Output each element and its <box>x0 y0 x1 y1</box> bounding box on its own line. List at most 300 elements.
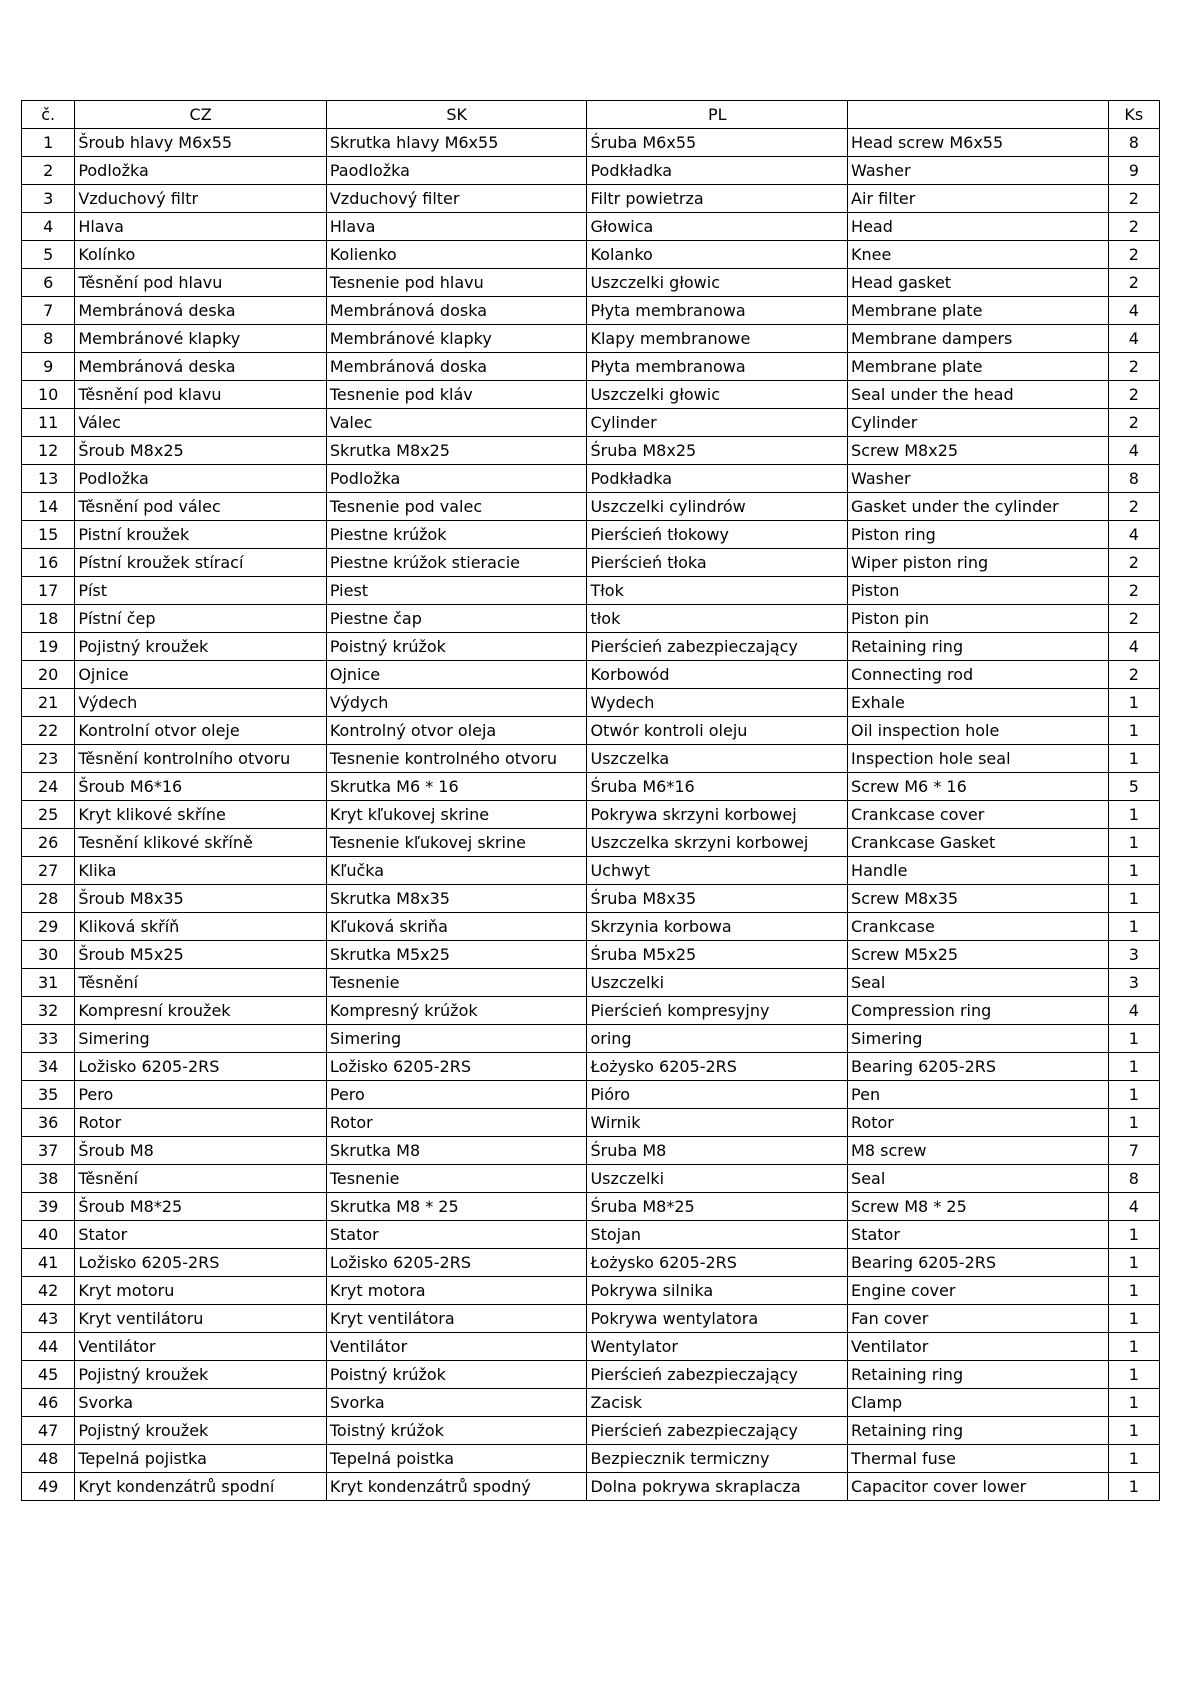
cell-sk: Hlava <box>326 213 587 241</box>
table-row <box>22 353 1160 381</box>
cell-en: M8 screw <box>848 1137 1109 1165</box>
cell-cz: Kryt kondenzátrů spodní <box>75 1473 327 1501</box>
cell-sk: Ložisko 6205-2RS <box>326 1249 587 1277</box>
cell-pl: Śruba M5x25 <box>587 941 848 969</box>
cell-sk: Membránová doska <box>326 353 587 381</box>
cell-cz: Kontrolní otvor oleje <box>75 717 327 745</box>
cell-qty: 1 <box>1108 1025 1159 1053</box>
cell-number: 49 <box>22 1473 75 1501</box>
cell-cz: Membránové klapky <box>75 325 327 353</box>
table-row <box>22 1221 1160 1249</box>
cell-sk: Kontrolný otvor oleja <box>326 717 587 745</box>
cell-pl: Wirnik <box>587 1109 848 1137</box>
cell-qty: 8 <box>1108 1165 1159 1193</box>
cell-en: Head gasket <box>848 269 1109 297</box>
cell-sk: Tesnenie kľukovej skrine <box>326 829 587 857</box>
cell-sk: Kryt kľukovej skrine <box>326 801 587 829</box>
cell-pl: Śruba M8*25 <box>587 1193 848 1221</box>
cell-number: 3 <box>22 185 75 213</box>
cell-en: Washer <box>848 157 1109 185</box>
cell-sk: Svorka <box>326 1389 587 1417</box>
cell-en: Seal <box>848 969 1109 997</box>
cell-sk: Výdych <box>326 689 587 717</box>
cell-number: 2 <box>22 157 75 185</box>
cell-qty: 1 <box>1108 1445 1159 1473</box>
cell-sk: Kryt kondenzátrů spodný <box>326 1473 587 1501</box>
cell-en: Piston pin <box>848 605 1109 633</box>
cell-cz: Kliková skříň <box>75 913 327 941</box>
cell-number: 11 <box>22 409 75 437</box>
cell-en: Bearing 6205-2RS <box>848 1249 1109 1277</box>
cell-pl: Śruba M6*16 <box>587 773 848 801</box>
cell-cz: Tepelná pojistka <box>75 1445 327 1473</box>
cell-cz: Klika <box>75 857 327 885</box>
cell-sk: Tesnenie pod hlavu <box>326 269 587 297</box>
cell-cz: Těsnění pod válec <box>75 493 327 521</box>
table-row <box>22 1277 1160 1305</box>
cell-pl: Dolna pokrywa skraplacza <box>587 1473 848 1501</box>
table-row <box>22 1333 1160 1361</box>
cell-qty: 1 <box>1108 1081 1159 1109</box>
header-number: č. <box>22 101 75 129</box>
cell-en: Membrane plate <box>848 353 1109 381</box>
cell-pl: Podkładka <box>587 465 848 493</box>
cell-cz: Ojnice <box>75 661 327 689</box>
cell-qty: 1 <box>1108 1417 1159 1445</box>
table-row <box>22 1081 1160 1109</box>
cell-en: Wiper piston ring <box>848 549 1109 577</box>
table-row <box>22 1361 1160 1389</box>
table-row <box>22 1417 1160 1445</box>
table-row <box>22 1445 1160 1473</box>
cell-sk: Piest <box>326 577 587 605</box>
cell-cz: Ložisko 6205-2RS <box>75 1053 327 1081</box>
cell-number: 1 <box>22 129 75 157</box>
header-row <box>22 101 1160 129</box>
table-row <box>22 1165 1160 1193</box>
cell-en: Crankcase Gasket <box>848 829 1109 857</box>
cell-en: Oil inspection hole <box>848 717 1109 745</box>
cell-cz: Rotor <box>75 1109 327 1137</box>
cell-number: 15 <box>22 521 75 549</box>
cell-en: Head <box>848 213 1109 241</box>
cell-en: Capacitor cover lower <box>848 1473 1109 1501</box>
cell-en: Washer <box>848 465 1109 493</box>
cell-number: 20 <box>22 661 75 689</box>
cell-pl: Śruba M8x25 <box>587 437 848 465</box>
cell-qty: 2 <box>1108 353 1159 381</box>
table-row <box>22 157 1160 185</box>
cell-sk: Toistný krúžok <box>326 1417 587 1445</box>
cell-en: Knee <box>848 241 1109 269</box>
cell-cz: Šroub M8*25 <box>75 1193 327 1221</box>
cell-number: 9 <box>22 353 75 381</box>
header-ks: Ks <box>1108 101 1159 129</box>
cell-qty: 1 <box>1108 1333 1159 1361</box>
cell-qty: 2 <box>1108 213 1159 241</box>
cell-sk: Kolienko <box>326 241 587 269</box>
cell-cz: Tesnění klikové skříně <box>75 829 327 857</box>
cell-cz: Svorka <box>75 1389 327 1417</box>
cell-number: 26 <box>22 829 75 857</box>
cell-pl: Uszczelka skrzyni korbowej <box>587 829 848 857</box>
cell-pl: tłok <box>587 605 848 633</box>
cell-en: Screw M8 * 25 <box>848 1193 1109 1221</box>
table-row <box>22 717 1160 745</box>
cell-cz: Šroub hlavy M6x55 <box>75 129 327 157</box>
cell-cz: Stator <box>75 1221 327 1249</box>
table-row <box>22 745 1160 773</box>
cell-cz: Pojistný kroužek <box>75 1361 327 1389</box>
cell-qty: 2 <box>1108 409 1159 437</box>
cell-number: 34 <box>22 1053 75 1081</box>
cell-qty: 2 <box>1108 549 1159 577</box>
cell-number: 48 <box>22 1445 75 1473</box>
cell-sk: Skrutka M6 * 16 <box>326 773 587 801</box>
cell-cz: Pístní kroužek stírací <box>75 549 327 577</box>
cell-cz: Těsnění kontrolního otvoru <box>75 745 327 773</box>
table-row <box>22 1193 1160 1221</box>
cell-pl: Pierścień zabezpieczający <box>587 1361 848 1389</box>
cell-en: Pen <box>848 1081 1109 1109</box>
cell-number: 43 <box>22 1305 75 1333</box>
cell-number: 24 <box>22 773 75 801</box>
cell-qty: 1 <box>1108 1221 1159 1249</box>
cell-cz: Kompresní kroužek <box>75 997 327 1025</box>
cell-cz: Kryt klikové skříne <box>75 801 327 829</box>
cell-en: Piston <box>848 577 1109 605</box>
cell-sk: Podložka <box>326 465 587 493</box>
cell-qty: 1 <box>1108 801 1159 829</box>
cell-pl: Cylinder <box>587 409 848 437</box>
cell-sk: Tesnenie kontrolného otvoru <box>326 745 587 773</box>
table-row <box>22 185 1160 213</box>
table-row <box>22 213 1160 241</box>
cell-sk: Valec <box>326 409 587 437</box>
table-row <box>22 801 1160 829</box>
cell-qty: 2 <box>1108 661 1159 689</box>
cell-pl: Kolanko <box>587 241 848 269</box>
cell-qty: 2 <box>1108 577 1159 605</box>
cell-qty: 4 <box>1108 521 1159 549</box>
table-row <box>22 661 1160 689</box>
cell-sk: Poistný krúžok <box>326 1361 587 1389</box>
cell-qty: 1 <box>1108 689 1159 717</box>
cell-qty: 4 <box>1108 437 1159 465</box>
cell-number: 5 <box>22 241 75 269</box>
cell-qty: 3 <box>1108 969 1159 997</box>
cell-pl: Uszczelki głowic <box>587 269 848 297</box>
cell-sk: Membránová doska <box>326 297 587 325</box>
cell-cz: Pojistný kroužek <box>75 1417 327 1445</box>
cell-sk: Tesnenie <box>326 969 587 997</box>
cell-number: 12 <box>22 437 75 465</box>
cell-pl: Uchwyt <box>587 857 848 885</box>
cell-qty: 1 <box>1108 1277 1159 1305</box>
table-row <box>22 829 1160 857</box>
cell-number: 28 <box>22 885 75 913</box>
cell-en: Membrane plate <box>848 297 1109 325</box>
cell-en: Screw M8x25 <box>848 437 1109 465</box>
cell-number: 8 <box>22 325 75 353</box>
cell-sk: Piestne krúžok <box>326 521 587 549</box>
cell-number: 19 <box>22 633 75 661</box>
cell-number: 13 <box>22 465 75 493</box>
cell-en: Cylinder <box>848 409 1109 437</box>
cell-en: Seal under the head <box>848 381 1109 409</box>
cell-cz: Kryt motoru <box>75 1277 327 1305</box>
cell-cz: Šroub M8 <box>75 1137 327 1165</box>
cell-qty: 2 <box>1108 269 1159 297</box>
cell-number: 6 <box>22 269 75 297</box>
cell-qty: 1 <box>1108 1053 1159 1081</box>
cell-pl: Głowica <box>587 213 848 241</box>
cell-pl: Uszczelki cylindrów <box>587 493 848 521</box>
cell-sk: Piestne krúžok stieracie <box>326 549 587 577</box>
cell-pl: Płyta membranowa <box>587 353 848 381</box>
cell-qty: 1 <box>1108 1361 1159 1389</box>
cell-sk: Ventilátor <box>326 1333 587 1361</box>
cell-cz: Simering <box>75 1025 327 1053</box>
cell-pl: Klapy membranowe <box>587 325 848 353</box>
cell-en: Ventilator <box>848 1333 1109 1361</box>
cell-qty: 4 <box>1108 297 1159 325</box>
cell-pl: Tłok <box>587 577 848 605</box>
cell-en: Crankcase cover <box>848 801 1109 829</box>
cell-pl: Śruba M6x55 <box>587 129 848 157</box>
cell-qty: 2 <box>1108 493 1159 521</box>
cell-sk: Skrutka M8x35 <box>326 885 587 913</box>
cell-sk: Kryt motora <box>326 1277 587 1305</box>
cell-en: Screw M5x25 <box>848 941 1109 969</box>
cell-cz: Šroub M6*16 <box>75 773 327 801</box>
cell-cz: Pístní čep <box>75 605 327 633</box>
cell-cz: Pojistný kroužek <box>75 633 327 661</box>
cell-sk: Skrutka M8x25 <box>326 437 587 465</box>
header-pl: PL <box>587 101 848 129</box>
table-row <box>22 1109 1160 1137</box>
table-row <box>22 1389 1160 1417</box>
cell-qty: 1 <box>1108 717 1159 745</box>
cell-sk: Tesnenie <box>326 1165 587 1193</box>
cell-pl: Pokrywa skrzyni korbowej <box>587 801 848 829</box>
cell-number: 30 <box>22 941 75 969</box>
cell-en: Simering <box>848 1025 1109 1053</box>
table-row <box>22 1025 1160 1053</box>
cell-en: Thermal fuse <box>848 1445 1109 1473</box>
table-row <box>22 605 1160 633</box>
cell-cz: Kolínko <box>75 241 327 269</box>
cell-pl: Pierścień zabezpieczający <box>587 1417 848 1445</box>
cell-en: Engine cover <box>848 1277 1109 1305</box>
cell-en: Screw M6 * 16 <box>848 773 1109 801</box>
cell-sk: Vzduchový filter <box>326 185 587 213</box>
cell-cz: Šroub M5x25 <box>75 941 327 969</box>
cell-number: 45 <box>22 1361 75 1389</box>
cell-sk: Ojnice <box>326 661 587 689</box>
cell-number: 32 <box>22 997 75 1025</box>
cell-qty: 4 <box>1108 1193 1159 1221</box>
table-row <box>22 1249 1160 1277</box>
header-en <box>848 101 1109 129</box>
cell-number: 16 <box>22 549 75 577</box>
cell-pl: Pokrywa silnika <box>587 1277 848 1305</box>
cell-qty: 1 <box>1108 1473 1159 1501</box>
cell-qty: 1 <box>1108 857 1159 885</box>
cell-cz: Pero <box>75 1081 327 1109</box>
header-sk: SK <box>326 101 587 129</box>
cell-number: 47 <box>22 1417 75 1445</box>
cell-sk: Rotor <box>326 1109 587 1137</box>
cell-number: 33 <box>22 1025 75 1053</box>
cell-pl: Pierścień zabezpieczający <box>587 633 848 661</box>
cell-sk: Kľuková skriňa <box>326 913 587 941</box>
cell-number: 18 <box>22 605 75 633</box>
cell-pl: Pierścień kompresyjny <box>587 997 848 1025</box>
cell-en: Air filter <box>848 185 1109 213</box>
cell-en: Retaining ring <box>848 633 1109 661</box>
table-row <box>22 521 1160 549</box>
cell-number: 10 <box>22 381 75 409</box>
table-row <box>22 577 1160 605</box>
cell-number: 40 <box>22 1221 75 1249</box>
cell-cz: Píst <box>75 577 327 605</box>
table-row <box>22 1473 1160 1501</box>
cell-cz: Výdech <box>75 689 327 717</box>
table-row <box>22 493 1160 521</box>
cell-qty: 5 <box>1108 773 1159 801</box>
cell-en: Stator <box>848 1221 1109 1249</box>
cell-cz: Kryt ventilátoru <box>75 1305 327 1333</box>
cell-sk: Skrutka M5x25 <box>326 941 587 969</box>
cell-number: 35 <box>22 1081 75 1109</box>
cell-cz: Ložisko 6205-2RS <box>75 1249 327 1277</box>
cell-pl: Bezpiecznik termiczny <box>587 1445 848 1473</box>
cell-number: 22 <box>22 717 75 745</box>
cell-cz: Vzduchový filtr <box>75 185 327 213</box>
cell-number: 42 <box>22 1277 75 1305</box>
table-row <box>22 913 1160 941</box>
cell-qty: 1 <box>1108 1249 1159 1277</box>
cell-number: 39 <box>22 1193 75 1221</box>
cell-number: 21 <box>22 689 75 717</box>
cell-pl: Pióro <box>587 1081 848 1109</box>
cell-qty: 1 <box>1108 1305 1159 1333</box>
cell-pl: oring <box>587 1025 848 1053</box>
cell-sk: Membránové klapky <box>326 325 587 353</box>
parts-body <box>22 129 1160 1501</box>
cell-qty: 2 <box>1108 185 1159 213</box>
cell-pl: Łożysko 6205-2RS <box>587 1053 848 1081</box>
cell-cz: Těsnění pod hlavu <box>75 269 327 297</box>
cell-pl: Otwór kontroli oleju <box>587 717 848 745</box>
cell-sk: Kľučka <box>326 857 587 885</box>
cell-cz: Membránová deska <box>75 297 327 325</box>
table-row <box>22 997 1160 1025</box>
cell-pl: Pokrywa wentylatora <box>587 1305 848 1333</box>
cell-number: 29 <box>22 913 75 941</box>
cell-qty: 1 <box>1108 829 1159 857</box>
cell-cz: Těsnění <box>75 1165 327 1193</box>
cell-en: Seal <box>848 1165 1109 1193</box>
cell-sk: Skrutka M8 * 25 <box>326 1193 587 1221</box>
cell-pl: Wentylator <box>587 1333 848 1361</box>
cell-cz: Ventilátor <box>75 1333 327 1361</box>
cell-pl: Wydech <box>587 689 848 717</box>
cell-pl: Skrzynia korbowa <box>587 913 848 941</box>
cell-qty: 4 <box>1108 633 1159 661</box>
cell-pl: Uszczelka <box>587 745 848 773</box>
cell-pl: Podkładka <box>587 157 848 185</box>
cell-sk: Kryt ventilátora <box>326 1305 587 1333</box>
table-row <box>22 381 1160 409</box>
table-row <box>22 1305 1160 1333</box>
cell-qty: 3 <box>1108 941 1159 969</box>
table-row <box>22 437 1160 465</box>
cell-pl: Płyta membranowa <box>587 297 848 325</box>
table-row <box>22 773 1160 801</box>
cell-qty: 9 <box>1108 157 1159 185</box>
cell-number: 25 <box>22 801 75 829</box>
table-row <box>22 549 1160 577</box>
cell-cz: Hlava <box>75 213 327 241</box>
cell-number: 36 <box>22 1109 75 1137</box>
table-row <box>22 1137 1160 1165</box>
cell-cz: Šroub M8x35 <box>75 885 327 913</box>
cell-pl: Śruba M8x35 <box>587 885 848 913</box>
table-row <box>22 969 1160 997</box>
cell-number: 41 <box>22 1249 75 1277</box>
table-row <box>22 409 1160 437</box>
cell-qty: 2 <box>1108 381 1159 409</box>
cell-sk: Skrutka M8 <box>326 1137 587 1165</box>
cell-en: Handle <box>848 857 1109 885</box>
cell-sk: Piestne čap <box>326 605 587 633</box>
table-row <box>22 857 1160 885</box>
cell-en: Compression ring <box>848 997 1109 1025</box>
cell-en: Screw M8x35 <box>848 885 1109 913</box>
cell-sk: Stator <box>326 1221 587 1249</box>
cell-sk: Tesnenie pod kláv <box>326 381 587 409</box>
cell-cz: Šroub M8x25 <box>75 437 327 465</box>
cell-sk: Kompresný krúžok <box>326 997 587 1025</box>
cell-number: 46 <box>22 1389 75 1417</box>
cell-number: 31 <box>22 969 75 997</box>
cell-sk: Simering <box>326 1025 587 1053</box>
cell-pl: Śruba M8 <box>587 1137 848 1165</box>
cell-qty: 1 <box>1108 913 1159 941</box>
cell-number: 4 <box>22 213 75 241</box>
cell-qty: 4 <box>1108 325 1159 353</box>
cell-sk: Paodložka <box>326 157 587 185</box>
cell-pl: Uszczelki <box>587 969 848 997</box>
cell-qty: 1 <box>1108 885 1159 913</box>
table-row <box>22 129 1160 157</box>
cell-en: Head screw M6x55 <box>848 129 1109 157</box>
table-row <box>22 465 1160 493</box>
cell-en: Retaining ring <box>848 1417 1109 1445</box>
cell-sk: Skrutka hlavy M6x55 <box>326 129 587 157</box>
cell-qty: 4 <box>1108 997 1159 1025</box>
cell-number: 44 <box>22 1333 75 1361</box>
table-row <box>22 1053 1160 1081</box>
cell-pl: Łożysko 6205-2RS <box>587 1249 848 1277</box>
table-row <box>22 689 1160 717</box>
cell-pl: Stojan <box>587 1221 848 1249</box>
cell-cz: Válec <box>75 409 327 437</box>
table-row <box>22 325 1160 353</box>
cell-en: Exhale <box>848 689 1109 717</box>
